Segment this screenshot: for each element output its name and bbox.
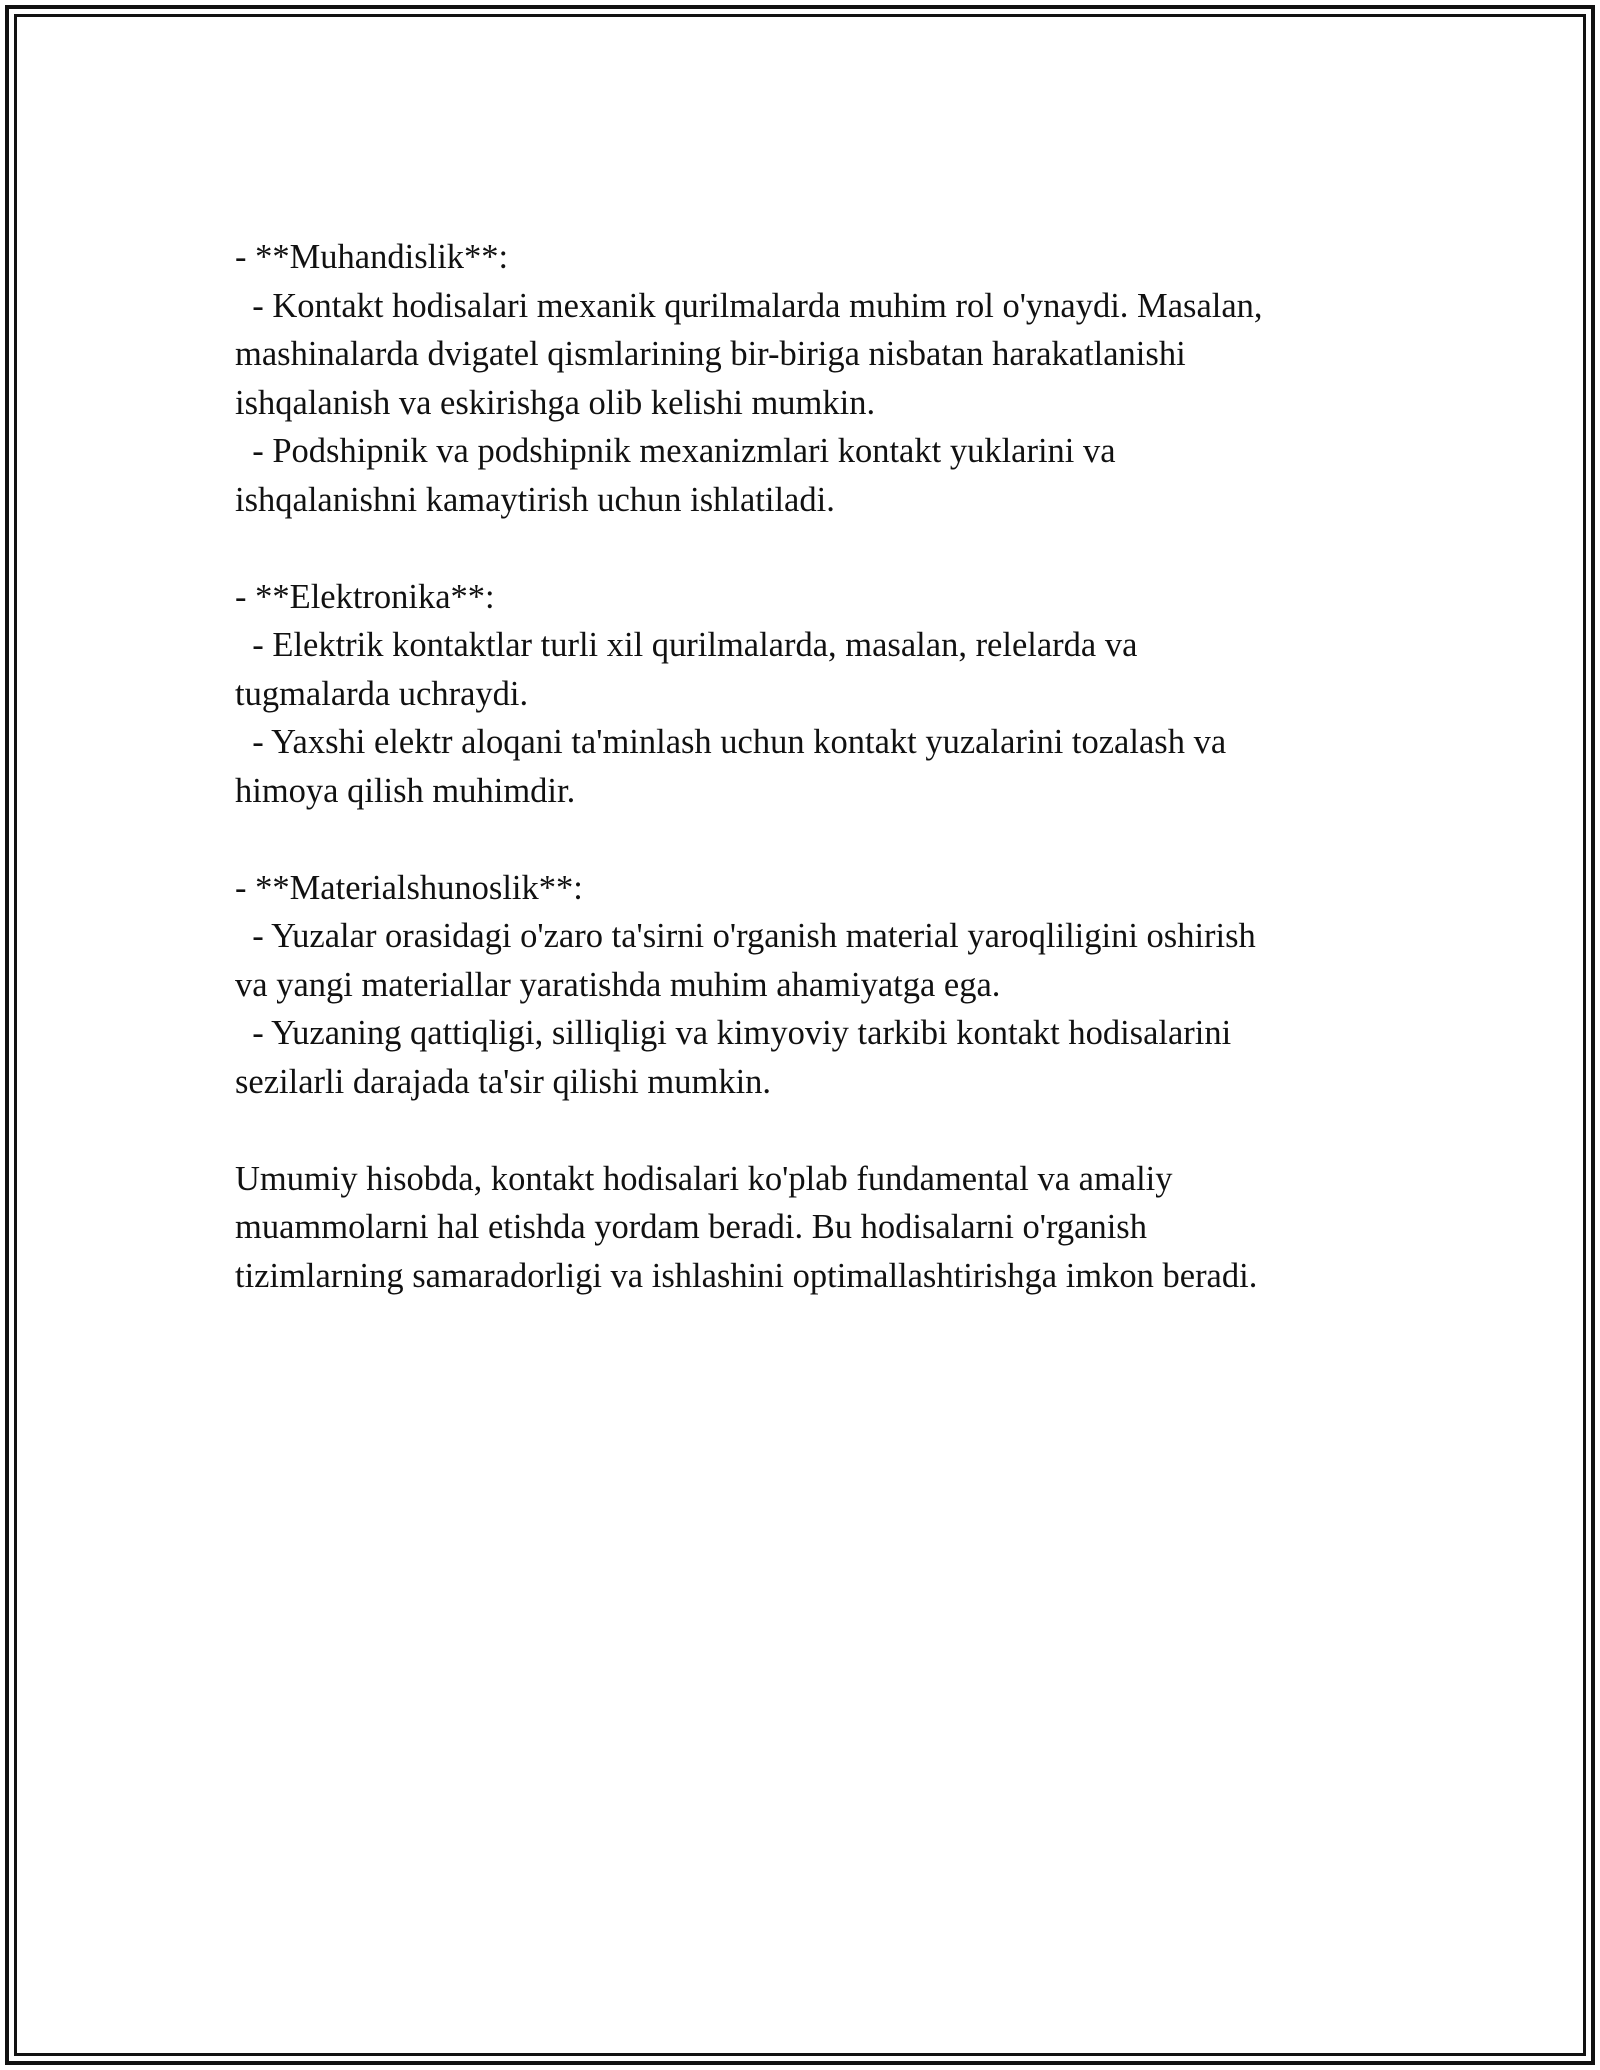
section-heading: - **Muhandislik**: [235,238,509,276]
text-line: tugmalarda uchraydi. [235,674,529,713]
text-line: sezilarli darajada ta'sir qilishi mumkin. [235,1062,772,1101]
paragraph-gap [235,524,1355,573]
section-materialshunoslik [235,864,1355,1107]
conclusion-paragraph [235,1155,1355,1301]
section-heading: - **Materialshunoslik**: [235,868,583,907]
text-line: himoya qilish muhimdir. [235,771,576,810]
section-elektronika [235,573,1355,816]
text-line: va yangi materiallar yaratishda muhim ahamiyatga ega. [235,965,1001,1004]
text-line: Umumiy hisobda, kontakt hodisalari ko'plab fundamental va amaliy [235,1159,1173,1198]
text-line: - Elektrik kontaktlar turli xil qurilmalarda, masalan, relelarda va [235,626,1138,664]
text-line: - Podshipnik va podshipnik mexanizmlari kontakt yuklarini va [235,432,1116,470]
text-line: ishqalanishni kamaytirish uchun ishlatiladi. [235,480,835,519]
text-line: - Yuzalar orasidagi o'zaro ta'sirni o'rganish material yaroqliligini oshirish [235,917,1256,955]
document-body [235,233,1355,1300]
section-heading: - **Elektronika**: [235,577,495,616]
section-muhandislik [235,233,1355,524]
text-line: mashinalarda dvigatel qismlarining bir-biriga nisbatan harakatlanishi [235,335,1186,373]
text-line: - Yaxshi elektr aloqani ta'minlash uchun kontakt yuzalarini tozalash va [235,723,1227,761]
text-line: - Yuzaning qattiqligi, silliqligi va kimyoviy tarkibi kontakt hodisalarini [235,1014,1232,1052]
text-line: - Kontakt hodisalari mexanik qurilmalarda muhim rol o'ynaydi. Masalan, [235,286,1263,325]
text-line: tizimlarning samaradorligi va ishlashini optimallashtirishga imkon beradi. [235,1256,1258,1295]
text-line: ishqalanish va eskirishga olib kelishi mumkin. [235,383,876,422]
text-line: muammolarni hal etishda yordam beradi. Bu hodisalarni o'rganish [235,1208,1147,1246]
paragraph-gap [235,1106,1355,1155]
paragraph-gap [235,815,1355,864]
